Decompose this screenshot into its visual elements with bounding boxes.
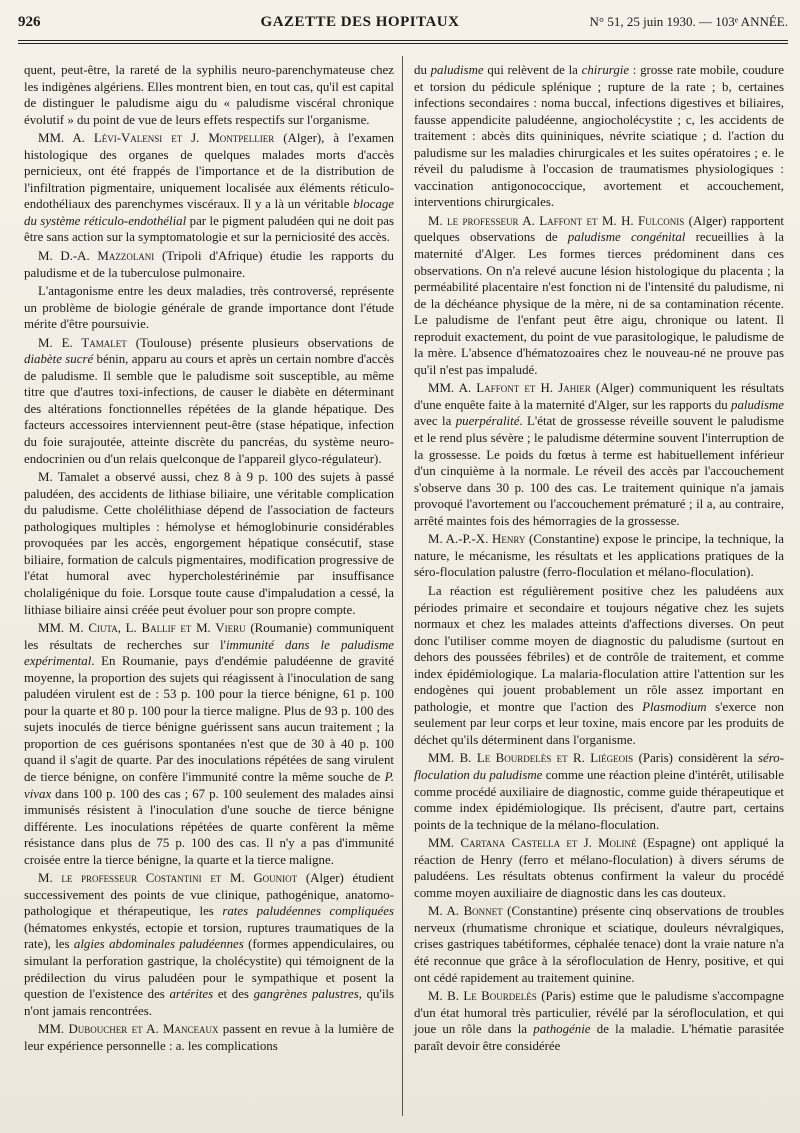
column-separator — [402, 56, 403, 1116]
journal-title: GAZETTE DES HOPITAUX — [260, 14, 460, 30]
author-names: MM. A. Laffont et H. Jahier — [428, 381, 591, 396]
paragraph: M. B. Le Bourdelès (Paris) estime que le paludisme s'accompagne d'un état humoral très particulier, révélé par la sérofloculation, et qui joue un rôle dans la pathogénie de la maladie. L'hématie parasitée paraît devoir être considérée — [414, 989, 785, 1053]
paragraph: M. le professeur Costantini et M. Gouniot (Alger) étudient successivement des points de vue clinique, pathogénique, anatomo-pathologique et thérapeutique, les rates paludéennes compliquées (hématomes enkystés, ectopie et torsion, ruptures traumatiques de la rate), les algies abdominales paludéennes (formes appendiculaires, ou simulant la perforation gastrique, la cholécystite) qui témoignent de la prédilection du virus paludéen pour le sympathique et posent la question de l'existence des artérites et des gangrènes palustres, qu'ils n'ont jamais rencontrées. — [24, 871, 395, 1018]
author-names: MM. Duboucher et A. Manceaux — [38, 1022, 219, 1037]
paragraph: MM. Cartana Castella et J. Moliné (Espagne) ont appliqué la réaction de Henry (ferro et mélano-floculation) à divers sérums de paludéens. Les résultats obtenus confirment la valeur du procédé comme moyen auxiliaire de diagnostic dans les cas douteux. — [414, 836, 785, 900]
running-header — [18, 14, 788, 36]
page-number: 926 — [18, 14, 41, 30]
author-names: M. B. Le Bourdelès — [428, 989, 537, 1004]
author-names: M. le professeur A. Laffont et M. H. Fulconis — [428, 213, 685, 228]
paragraph: MM. A. Laffont et H. Jahier (Alger) communiquent les résultats d'une enquête faite à la maternité d'Alger, sur les rapports du paludisme avec la puerpéralité. L'état de grossesse réveille souvent le paludisme et le rend plus sévère ; le paludisme détermine souvent l'interruption de la grossesse. Le poids du fœtus à terme est habituellement inférieur d'un cinquième à la normale. Le réveil des accès par l'accouchement s'observe dans 30 p. 100 des cas. Le traitement quinique n'a jamais provoqué l'avortement ou l'accouchement prématuré ; il a, au contraire, arrêté maintes fois des hémorragies de la grossesse. — [414, 381, 785, 528]
author-names: MM. A. Lévi-Valensi et J. Montpellier — [38, 131, 275, 146]
paragraph: MM. B. Le Bourdelès et R. Liégeois (Paris) considèrent la séro-floculation du paludisme comme une réaction pleine d'intérêt, utilisable comme procédé auxiliaire de diagnostic, comme guide thérapeutique et comme index épidémiologique. Ils précisent, d'autre part, certains points de la technique de la mélano-floculation. — [414, 751, 784, 832]
paragraph: MM. Duboucher et A. Manceaux passent en revue à la lumière de leur expérience personnelle : a. les complications — [24, 1022, 394, 1053]
paragraph: L'antagonisme entre les deux maladies, très controversé, représente un problème de biologie générale de grande importance dont l'étude mérite d'être poursuivie. — [24, 284, 394, 332]
paragraph: MM. A. Lévi-Valensi et J. Montpellier (Alger), à l'examen histologique des organes de quelques malades morts d'accès pernicieux, ont été frappés de l'importance et de la distribution de l'infiltration pigmentaire, uniquement localisée aux éléments réticulo-endothéliaux des parenchymes viscéraux. Il y a là un véritable blocage du système réticulo-endothélial par le pigment paludéen qui ne doit pas être sans action sur la symptomatologie et sur la perniciosité des accès. — [24, 131, 394, 245]
paragraph: du paludisme qui relèvent de la chirurgie : grosse rate mobile, coudure et torsion du pédicule splénique ; rupture de la rate ; b, certaines infections secondaires : noma buccal, infections digestives et biliaires, fausse appendicite paludéenne, angiocholécystite ; c, les accidents de traitement : abcès dits quininiques, névrite sciatique ; d. l'action du paludisme sur les maladies chirurgicales et les suites opératoires ; e. le réveil du paludisme à l'occasion de traumatismes physiologiques : vaccination antigonococcique, avortement et accouchement, interventions chirurgicales. — [414, 63, 784, 210]
header-rule — [18, 40, 788, 41]
paragraph: M. E. Tamalet (Toulouse) présente plusieurs observations de diabète sucré bénin, apparu au cours et après un certain nombre d'accès de paludisme. Il semble que le paludisme soit susceptible, au même titre que d'autres toxi-infections, de causer le diabète en déterminant des altérations fonctionnelles répétées de la glande hépatique. Des facteurs accessoires interviennent peut-être (stase hépatique, infection du foie surajoutée, atteinte discrète du pancréas, du système neuro-endocrinien ou d'un relais quelconque de l'appareil glyco-régulateur). — [24, 335, 394, 466]
paragraph: M. D.-A. Mazzolani (Tripoli d'Afrique) étudie les rapports du paludisme et de la tuberculose pulmonaire. — [24, 249, 394, 280]
issue-info: N° 51, 25 juin 1930. — 103ᵉ ANNÉE. — [589, 14, 788, 29]
author-names: MM. Cartana Castella et J. Moliné — [428, 836, 637, 851]
paragraph: M. le professeur A. Laffont et M. H. Fulconis (Alger) rapportent quelques observations de paludisme congénital recueillies à la maternité d'Alger. Les formes tierces prédominent dans ces observations. On n'a relevé aucune lésion histologique du placenta ; la perméabilité placentaire n'est fonction ni de l'intensité du paludisme, ni de la déchéance physique de la mère, ni de sa contamination récente. Le paludisme de l'enfant peut être aigu, chronique ou latent. Il reproduit exactement, du point de vue parasitologique, le paludisme de la mère. L'absence d'hématozoaires chez le nouveau-né ne prouve pas qu'il n'est pas impaludé. — [414, 213, 784, 377]
header-rule-thin — [18, 43, 788, 44]
author-names: MM. M. Ciuta, L. Ballif et M. Vieru — [38, 621, 246, 636]
paragraph: quent, peut-être, la rareté de la syphilis neuro-parenchymateuse chez les indigènes algériens. Elles montrent bien, en tout cas, qu'il est capital de distinguer le paludisme aigu du « paludisme viscéral chronique évolutif » du point de vue de leurs effets respectifs sur l'organisme. — [24, 63, 394, 127]
left-column — [24, 62, 394, 1056]
author-names: MM. B. Le Bourdelès et R. Liégeois — [428, 751, 634, 766]
paragraph: MM. M. Ciuta, L. Ballif et M. Vieru (Roumanie) communiquent les résultats de recherches sur l'immunité dans le paludisme expérimental. En Roumanie, pays d'endémie paludéenne de gravité moyenne, la proportion des sujets qui réagissent à l'inoculation de sang paludéen virulent est de : 53 p. 100 pour la tierce bénigne, 61 p. 100 pour la quarte et 80 p. 100 pour la tierce maligne. Plus de 93 p. 100 des sujets inoculés de tierce bénigne guérissent sans aucun traitement ; la proportion de ces guérisons spontanées n'est que de 30 à 40 p. 100 quand il s'agit de quarte. Par des inoculations répétées de sang virulent de tierce bénigne, on confère l'immunité contre la même souche de P. vivax dans 100 p. 100 des cas ; 67 p. 100 seulement des malades ainsi immunisés résistent à l'inoculation d'une souche de tierce bénigne différente. Les inoculations répétées de quarte confèrent la même résistance dans plus de 75 p. 100 des cas. Il n'y a pas d'immunité croisée entre la tierce bénigne, la quarte et la tierce maligne. — [24, 621, 394, 867]
paragraph: La réaction est régulièrement positive chez les paludéens aux périodes primaire et secondaire et toujours négative chez les sujets normaux et chez les malades atteints d'affections diverses. On peut donc l'utiliser comme moyen de diagnostic du paludisme (surtout en dehors des poussées fébriles) et de contrôle de traitement, et comme index épidémiologique. La malaria-floculation attire l'attention sur les endogènes qui jouent probablement un rôle assez important en pathologie, et montre que l'action des Plasmodium s'exerce non seulement par leur corps et leur toxine, mais encore par les produits de déchet qu'ils déterminent dans l'organisme. — [414, 583, 785, 747]
paragraph: M. A. Bonnet (Constantine) présente cinq observations de troubles nerveux (rhumatisme chronique et sciatique, douleurs névralgiques, crises gastriques tabétiformes, céphalée tenace) dont la vraie nature n'a été reconnue que grâce à la sérofloculation de Henry, positive, et qui ont cédé rapidement au traitement quinine. — [414, 904, 784, 985]
author-names: M. E. Tamalet — [38, 335, 127, 350]
author-names: M. A.-P.-X. Henry — [428, 532, 526, 547]
paragraph: M. A.-P.-X. Henry (Constantine) expose le principe, la technique, la nature, le mécanisme, les résultats et les applications pratiques de la séro-floculation palustre (ferro-floculation et mélano-floculation). — [414, 532, 784, 580]
author-names: M. D.-A. Mazzolani — [38, 249, 155, 264]
author-names: M. A. Bonnet — [428, 904, 503, 919]
right-column — [414, 62, 784, 1056]
author-names: M. le professeur Costantini et M. Gouniot — [38, 871, 298, 886]
paragraph: M. Tamalet a observé aussi, chez 8 à 9 p. 100 des sujets à passé paludéen, des accidents de lithiase biliaire, une véritable complication du paludisme. Cette cholélithiase dépend de l'association de facteurs pathologiques multiples : hémolyse et hémoglobinurie considérables provoquées par les accès, engorgement hépatique consécutif, stase biliaire, formation de calculs pigmentaires, modification progressive de l'état humoral avec hypercholestérinémie par insuffisance cholaligénique du foie. Lorsque toute cause d'impaludation a cessé, la lithiase biliaire ainsi créée peut évoluer pour son propre compte. — [24, 470, 394, 617]
